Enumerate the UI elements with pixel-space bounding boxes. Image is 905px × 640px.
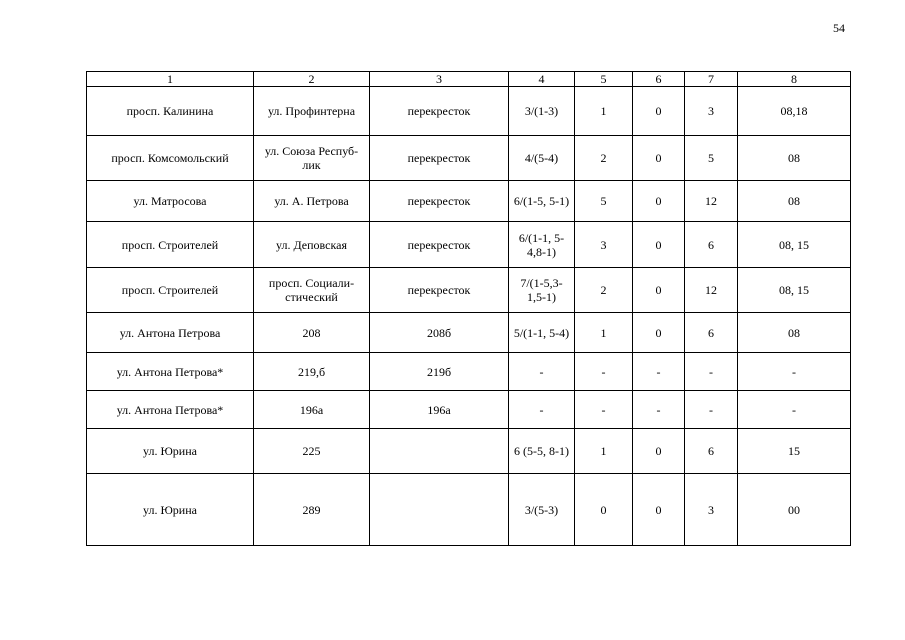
table-cell: 00 <box>738 474 851 546</box>
table-cell: 0 <box>633 136 685 181</box>
table-cell: 3 <box>685 474 738 546</box>
table-cell: - <box>685 353 738 391</box>
table-cell: 08 <box>738 136 851 181</box>
table-cell: - <box>633 391 685 429</box>
intersections-table <box>86 71 851 546</box>
table-cell: 219,б <box>254 353 370 391</box>
table-cell: 6 <box>685 313 738 353</box>
table-cell: 7/(1-5,3-1,5-1) <box>509 268 575 313</box>
table-cell: 08,18 <box>738 87 851 136</box>
table-cell: - <box>738 391 851 429</box>
table-row <box>87 474 851 546</box>
table-header-row <box>87 72 851 87</box>
table-cell: 0 <box>633 474 685 546</box>
table-cell: 08 <box>738 181 851 222</box>
table-cell: - <box>633 353 685 391</box>
table-cell: 2 <box>575 136 633 181</box>
table-cell: 15 <box>738 429 851 474</box>
table-cell: ул. Антона Петрова* <box>87 391 254 429</box>
table-cell: ул. Деповская <box>254 222 370 268</box>
table-cell: 5 <box>575 181 633 222</box>
table-cell: 1 <box>575 87 633 136</box>
table-cell: 6 <box>685 429 738 474</box>
table-row <box>87 429 851 474</box>
table-row <box>87 222 851 268</box>
table-cell: ул. Матросова <box>87 181 254 222</box>
table-cell: 289 <box>254 474 370 546</box>
table-cell: ул. Антона Петрова <box>87 313 254 353</box>
table-cell: 219б <box>370 353 509 391</box>
table-row <box>87 391 851 429</box>
table-cell: 12 <box>685 181 738 222</box>
table-cell: 196а <box>254 391 370 429</box>
table-cell: ул. А. Петрова <box>254 181 370 222</box>
table-cell: перекресток <box>370 136 509 181</box>
page-number: 54 <box>833 21 845 35</box>
table-cell: - <box>509 391 575 429</box>
table-cell: 5/(1-1, 5-4) <box>509 313 575 353</box>
table-cell: 0 <box>633 222 685 268</box>
table-cell: 0 <box>633 181 685 222</box>
table-cell: 208б <box>370 313 509 353</box>
table-cell: 12 <box>685 268 738 313</box>
table-cell: ул. Профинтерна <box>254 87 370 136</box>
table-row <box>87 181 851 222</box>
table-cell: - <box>575 353 633 391</box>
table-cell: ул. Юрина <box>87 474 254 546</box>
table-cell: перекресток <box>370 268 509 313</box>
table-cell: - <box>685 391 738 429</box>
table-cell: просп. Строителей <box>87 268 254 313</box>
table-cell: 0 <box>633 313 685 353</box>
table-cell: перекресток <box>370 87 509 136</box>
column-header: 5 <box>575 72 633 87</box>
table-cell: 08, 15 <box>738 222 851 268</box>
table-row <box>87 313 851 353</box>
table-cell: ул. Антона Петрова* <box>87 353 254 391</box>
table-cell: просп. Комсомольский <box>87 136 254 181</box>
table-cell: 6/(1-1, 5-4,8-1) <box>509 222 575 268</box>
column-header: 3 <box>370 72 509 87</box>
table-cell: перекресток <box>370 181 509 222</box>
table-cell: 3/(5-3) <box>509 474 575 546</box>
table-cell: 3/(1-3) <box>509 87 575 136</box>
table-cell: - <box>509 353 575 391</box>
table-cell: 208 <box>254 313 370 353</box>
table-cell: ул. Союза Респуб-лик <box>254 136 370 181</box>
table-row <box>87 353 851 391</box>
table-cell: просп. Социали-стический <box>254 268 370 313</box>
table-cell: 6 (5-5, 8-1) <box>509 429 575 474</box>
table-cell: 196а <box>370 391 509 429</box>
column-header: 2 <box>254 72 370 87</box>
table-row <box>87 136 851 181</box>
table-row <box>87 268 851 313</box>
table-cell <box>370 429 509 474</box>
table-cell: 1 <box>575 429 633 474</box>
table-cell: 0 <box>633 268 685 313</box>
column-header: 1 <box>87 72 254 87</box>
table-cell: 4/(5-4) <box>509 136 575 181</box>
table-cell: 6/(1-5, 5-1) <box>509 181 575 222</box>
table-cell: 3 <box>685 87 738 136</box>
table-row <box>87 87 851 136</box>
table-cell: - <box>575 391 633 429</box>
table-cell: перекресток <box>370 222 509 268</box>
table-cell: 225 <box>254 429 370 474</box>
table-cell: 0 <box>633 87 685 136</box>
table-cell: ул. Юрина <box>87 429 254 474</box>
table-cell: 08 <box>738 313 851 353</box>
table-cell: 3 <box>575 222 633 268</box>
table-cell <box>370 474 509 546</box>
table-cell: 6 <box>685 222 738 268</box>
table-cell: - <box>738 353 851 391</box>
table-cell: 5 <box>685 136 738 181</box>
table-cell: 08, 15 <box>738 268 851 313</box>
column-header: 4 <box>509 72 575 87</box>
column-header: 7 <box>685 72 738 87</box>
column-header: 8 <box>738 72 851 87</box>
table-cell: просп. Калинина <box>87 87 254 136</box>
table-cell: просп. Строителей <box>87 222 254 268</box>
table-cell: 0 <box>633 429 685 474</box>
column-header: 6 <box>633 72 685 87</box>
table-cell: 0 <box>575 474 633 546</box>
table-cell: 1 <box>575 313 633 353</box>
table-cell: 2 <box>575 268 633 313</box>
